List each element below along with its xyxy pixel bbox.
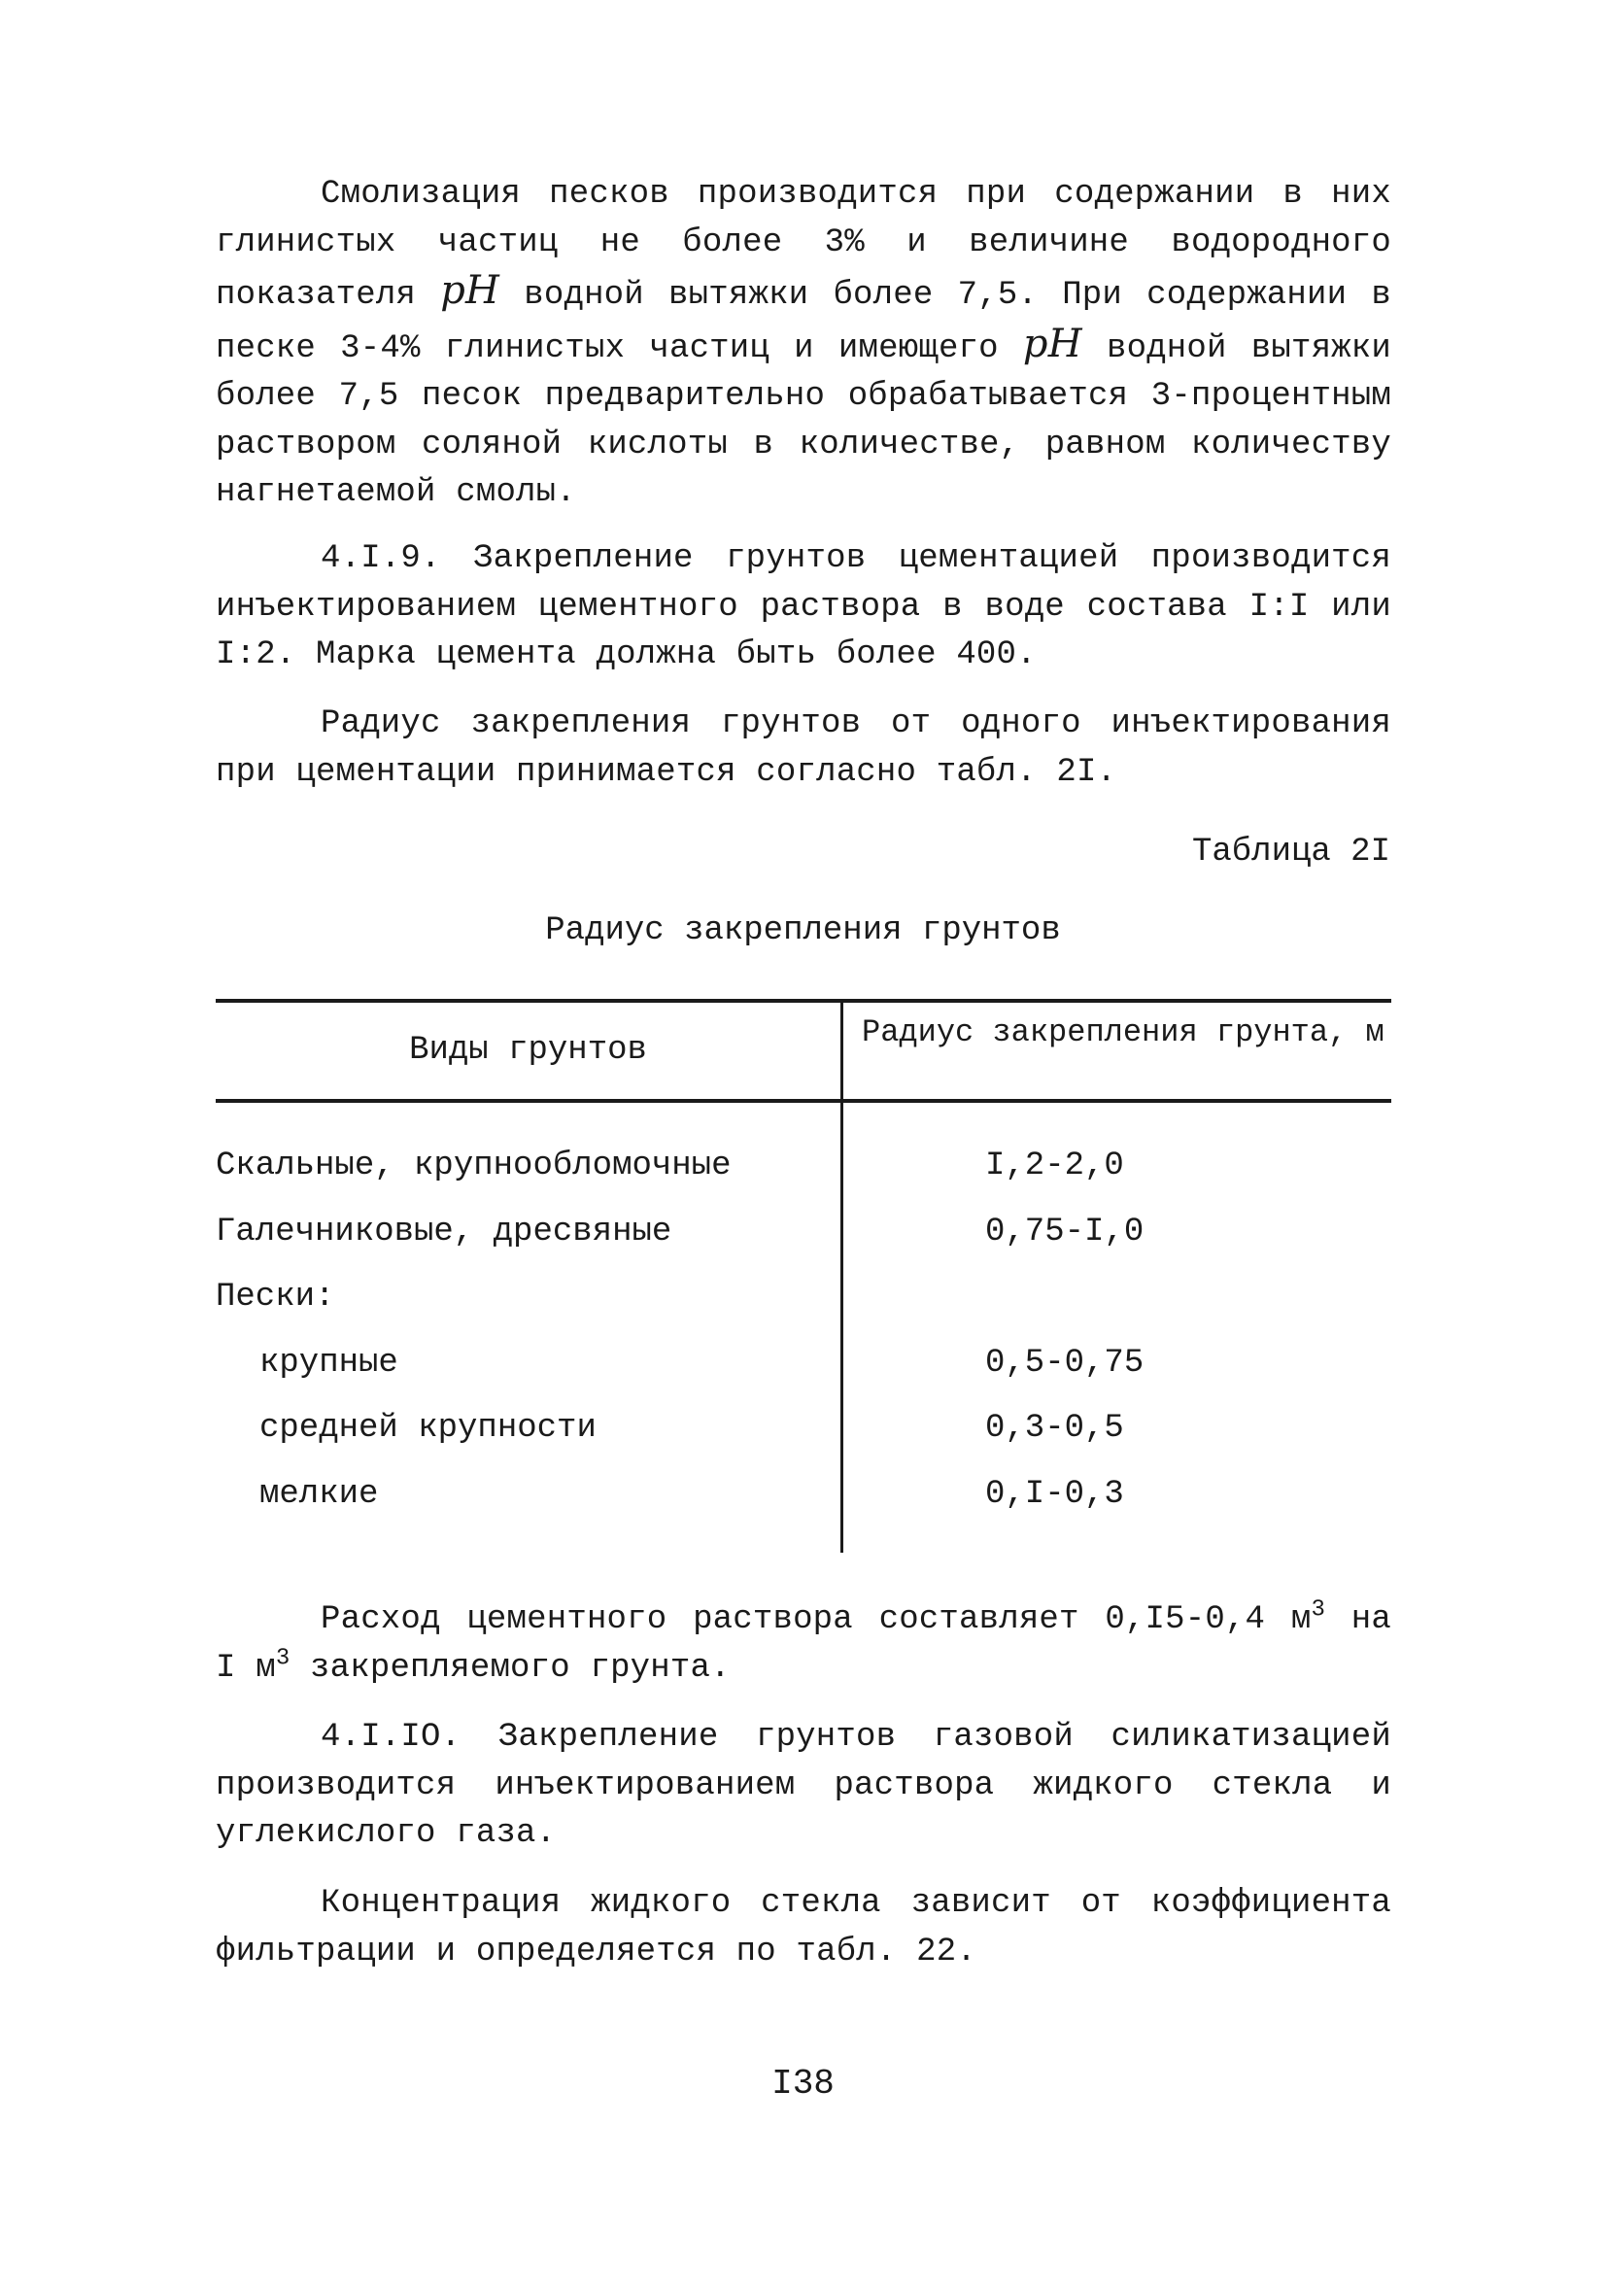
table-header-rule xyxy=(216,1099,1391,1103)
table-row xyxy=(216,1208,1391,1256)
table-top-rule xyxy=(216,999,1391,1003)
cell-soil: средней крупности xyxy=(259,1410,597,1447)
header-radius: Радиус закрепления грунта, м xyxy=(862,1014,1384,1050)
ph-symbol: pH xyxy=(440,268,500,313)
cell-soil: мелкие xyxy=(259,1476,379,1513)
table-row xyxy=(216,1273,1391,1321)
paragraph-4-1-9: 4.I.9. Закрепление грунтов цементацией производится инъектированием цементного раствора в воде состава I:I или I:2. Марка цемента должна быть более 400. xyxy=(216,540,1391,673)
cell-soil: Галечниковые, дресвяные xyxy=(216,1214,672,1251)
header-soil-types: Виды грунтов xyxy=(409,1032,647,1069)
cell-radius: 0,5-0,75 xyxy=(985,1345,1145,1382)
cell-soil: Пески: xyxy=(216,1279,335,1316)
ph-symbol: pH xyxy=(1022,321,1082,366)
paragraph-glass-concentration: Концентрация жидкого стекла зависит от коэффициента фильтрации и определяется по табл. 22. xyxy=(216,1885,1391,1970)
cell-radius: 0,I-0,3 xyxy=(985,1476,1124,1513)
page-number: I38 xyxy=(771,2064,835,2104)
paragraph-radius-note: Радиус закрепления грунтов от одного инъектирования при цементации принимается согласно табл. 2I. xyxy=(216,705,1391,791)
cell-radius: 0,3-0,5 xyxy=(985,1410,1124,1447)
table-number: Таблица 2I xyxy=(1191,834,1390,871)
table-row xyxy=(216,1339,1391,1388)
paragraph-resin-sands: Смолизация песков производится при содержании в них глинистых частиц не более 3% и величине водородного показателя pH водной вытяжки более 7,5. При содержании в песке 3-4% глинистых частиц и имеющего pH водной вытяжки более 7,5 песок предварительно обрабатывается 3-процентным раствором соляной кислоты в количестве, равном количеству нагнетаемой смолы. xyxy=(216,176,1391,511)
cell-radius: I,2-2,0 xyxy=(985,1148,1124,1184)
cell-soil: крупные xyxy=(259,1345,398,1382)
paragraph-4-1-10: 4.I.IO. Закрепление грунтов газовой силикатизацией производится инъектированием раствора жидкого стекла и углекислого газа. xyxy=(216,1719,1391,1852)
cell-radius: 0,75-I,0 xyxy=(985,1214,1145,1251)
paragraph-cement-consumption: Расход цементного раствора составляет 0,I5-0,4 $м^3$ на I $м^3$ закрепляемого грунта. xyxy=(216,1596,1391,1687)
table-row xyxy=(216,1404,1391,1453)
table-row xyxy=(216,1142,1391,1190)
soil-radius-table xyxy=(216,999,1391,1553)
cell-soil: Скальные, крупнообломочные xyxy=(216,1148,732,1184)
table-row xyxy=(216,1470,1391,1519)
table-title: Радиус закрепления грунтов xyxy=(545,912,1061,949)
